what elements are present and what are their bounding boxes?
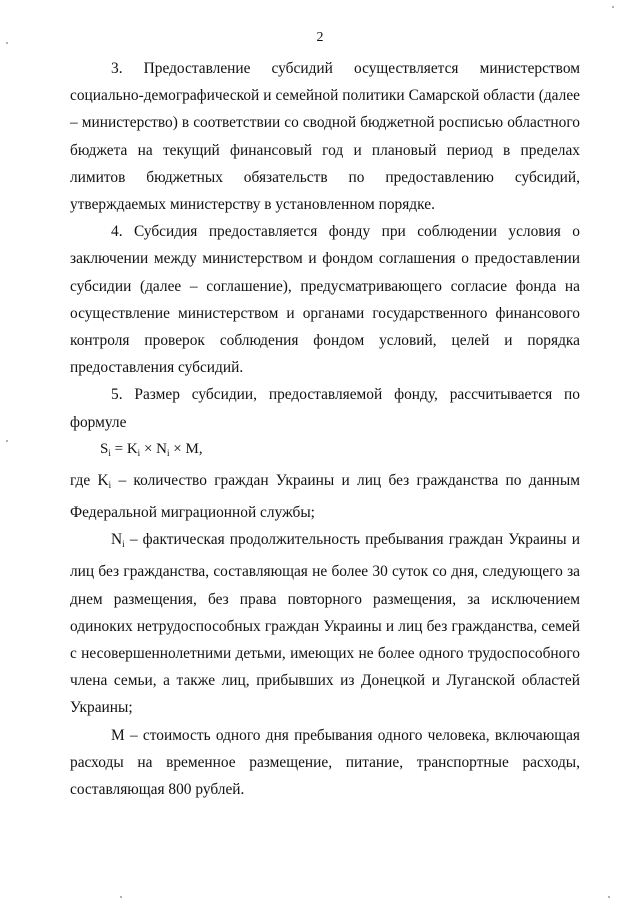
definition-n-sub: i: [122, 539, 125, 550]
definition-m: [70, 722, 580, 804]
definition-k-text: – количество граждан Украины и лиц без гражданства по данным Федеральной миграционной службы;: [70, 471, 580, 522]
scan-speck: [120, 896, 122, 898]
definition-n: [70, 526, 580, 721]
formula-end: ,: [198, 440, 203, 457]
definition-k: [70, 467, 580, 526]
page-number: 2: [316, 30, 324, 45]
definition-k-sub: i: [108, 479, 112, 490]
formula-equals: =: [114, 440, 124, 457]
formula-s-index: i: [108, 447, 111, 458]
formula-n: N: [156, 440, 167, 457]
definition-k-var: K: [97, 471, 109, 489]
formula-k: K: [126, 440, 138, 457]
subsidy-formula: [70, 436, 580, 467]
scan-speck: [6, 440, 8, 442]
formula-times-2: ×: [173, 440, 182, 457]
scan-speck: [612, 6, 614, 8]
formula-n-index: i: [167, 447, 170, 458]
formula-m: M: [185, 440, 199, 457]
formula-s: S: [100, 440, 109, 457]
document-body: [70, 55, 580, 803]
definition-k-prefix: где: [70, 471, 91, 489]
formula-times-1: ×: [143, 440, 153, 457]
definition-m-text: – стоимость одного дня пребывания одного человека, включающая расходы на временное размещение, питание, транспортные расходы, составляющая 800 рублей.: [70, 726, 580, 799]
scan-speck: [6, 42, 8, 44]
paragraph-3: 3. Предоставление субсидий осуществляется министерством социально-демографической и семейной политики Самарской области (далее – министерство) в соответствии со сводной бюджетной росписью областного бюджета на текущий финансовый год и плановый период в пределах лимитов бюджетных обязательств по предоставлению субсидий, утверждаемых министерству в установленном порядке.: [70, 60, 580, 214]
paragraph-4: 4. Субсидия предоставляется фонду при соблюдении условия о заключении между министерством и фондом соглашения о предоставлении субсидии (далее – соглашение), предусматривающего согласие фонда на осуществление министерством и органами государственного финансового контроля проверок соблюдения фондом условий, целей и порядка предоставления субсидий.: [70, 223, 580, 377]
definition-m-var: М: [111, 726, 125, 744]
formula-k-index: i: [137, 447, 141, 458]
definition-n-var: N: [111, 531, 123, 549]
definition-n-text: – фактическая продолжительность пребывания граждан Украины и лиц без гражданства, составляющая не более 30 суток со дня, следующего за днем размещения, без права повторного размещения, за исключением одиноких нетрудоспособных граждан Украины и лиц без гражданства, семей с несовершеннолетними детьми, имеющих не более одного трудоспособного члена семьи, а также лиц, прибывших из Донецкой и Луганской областей Украины;: [70, 531, 580, 717]
paragraph-5: 5. Размер субсидии, предоставляемой фонду, рассчитывается по формуле: [70, 386, 580, 431]
scan-speck: [608, 896, 610, 898]
